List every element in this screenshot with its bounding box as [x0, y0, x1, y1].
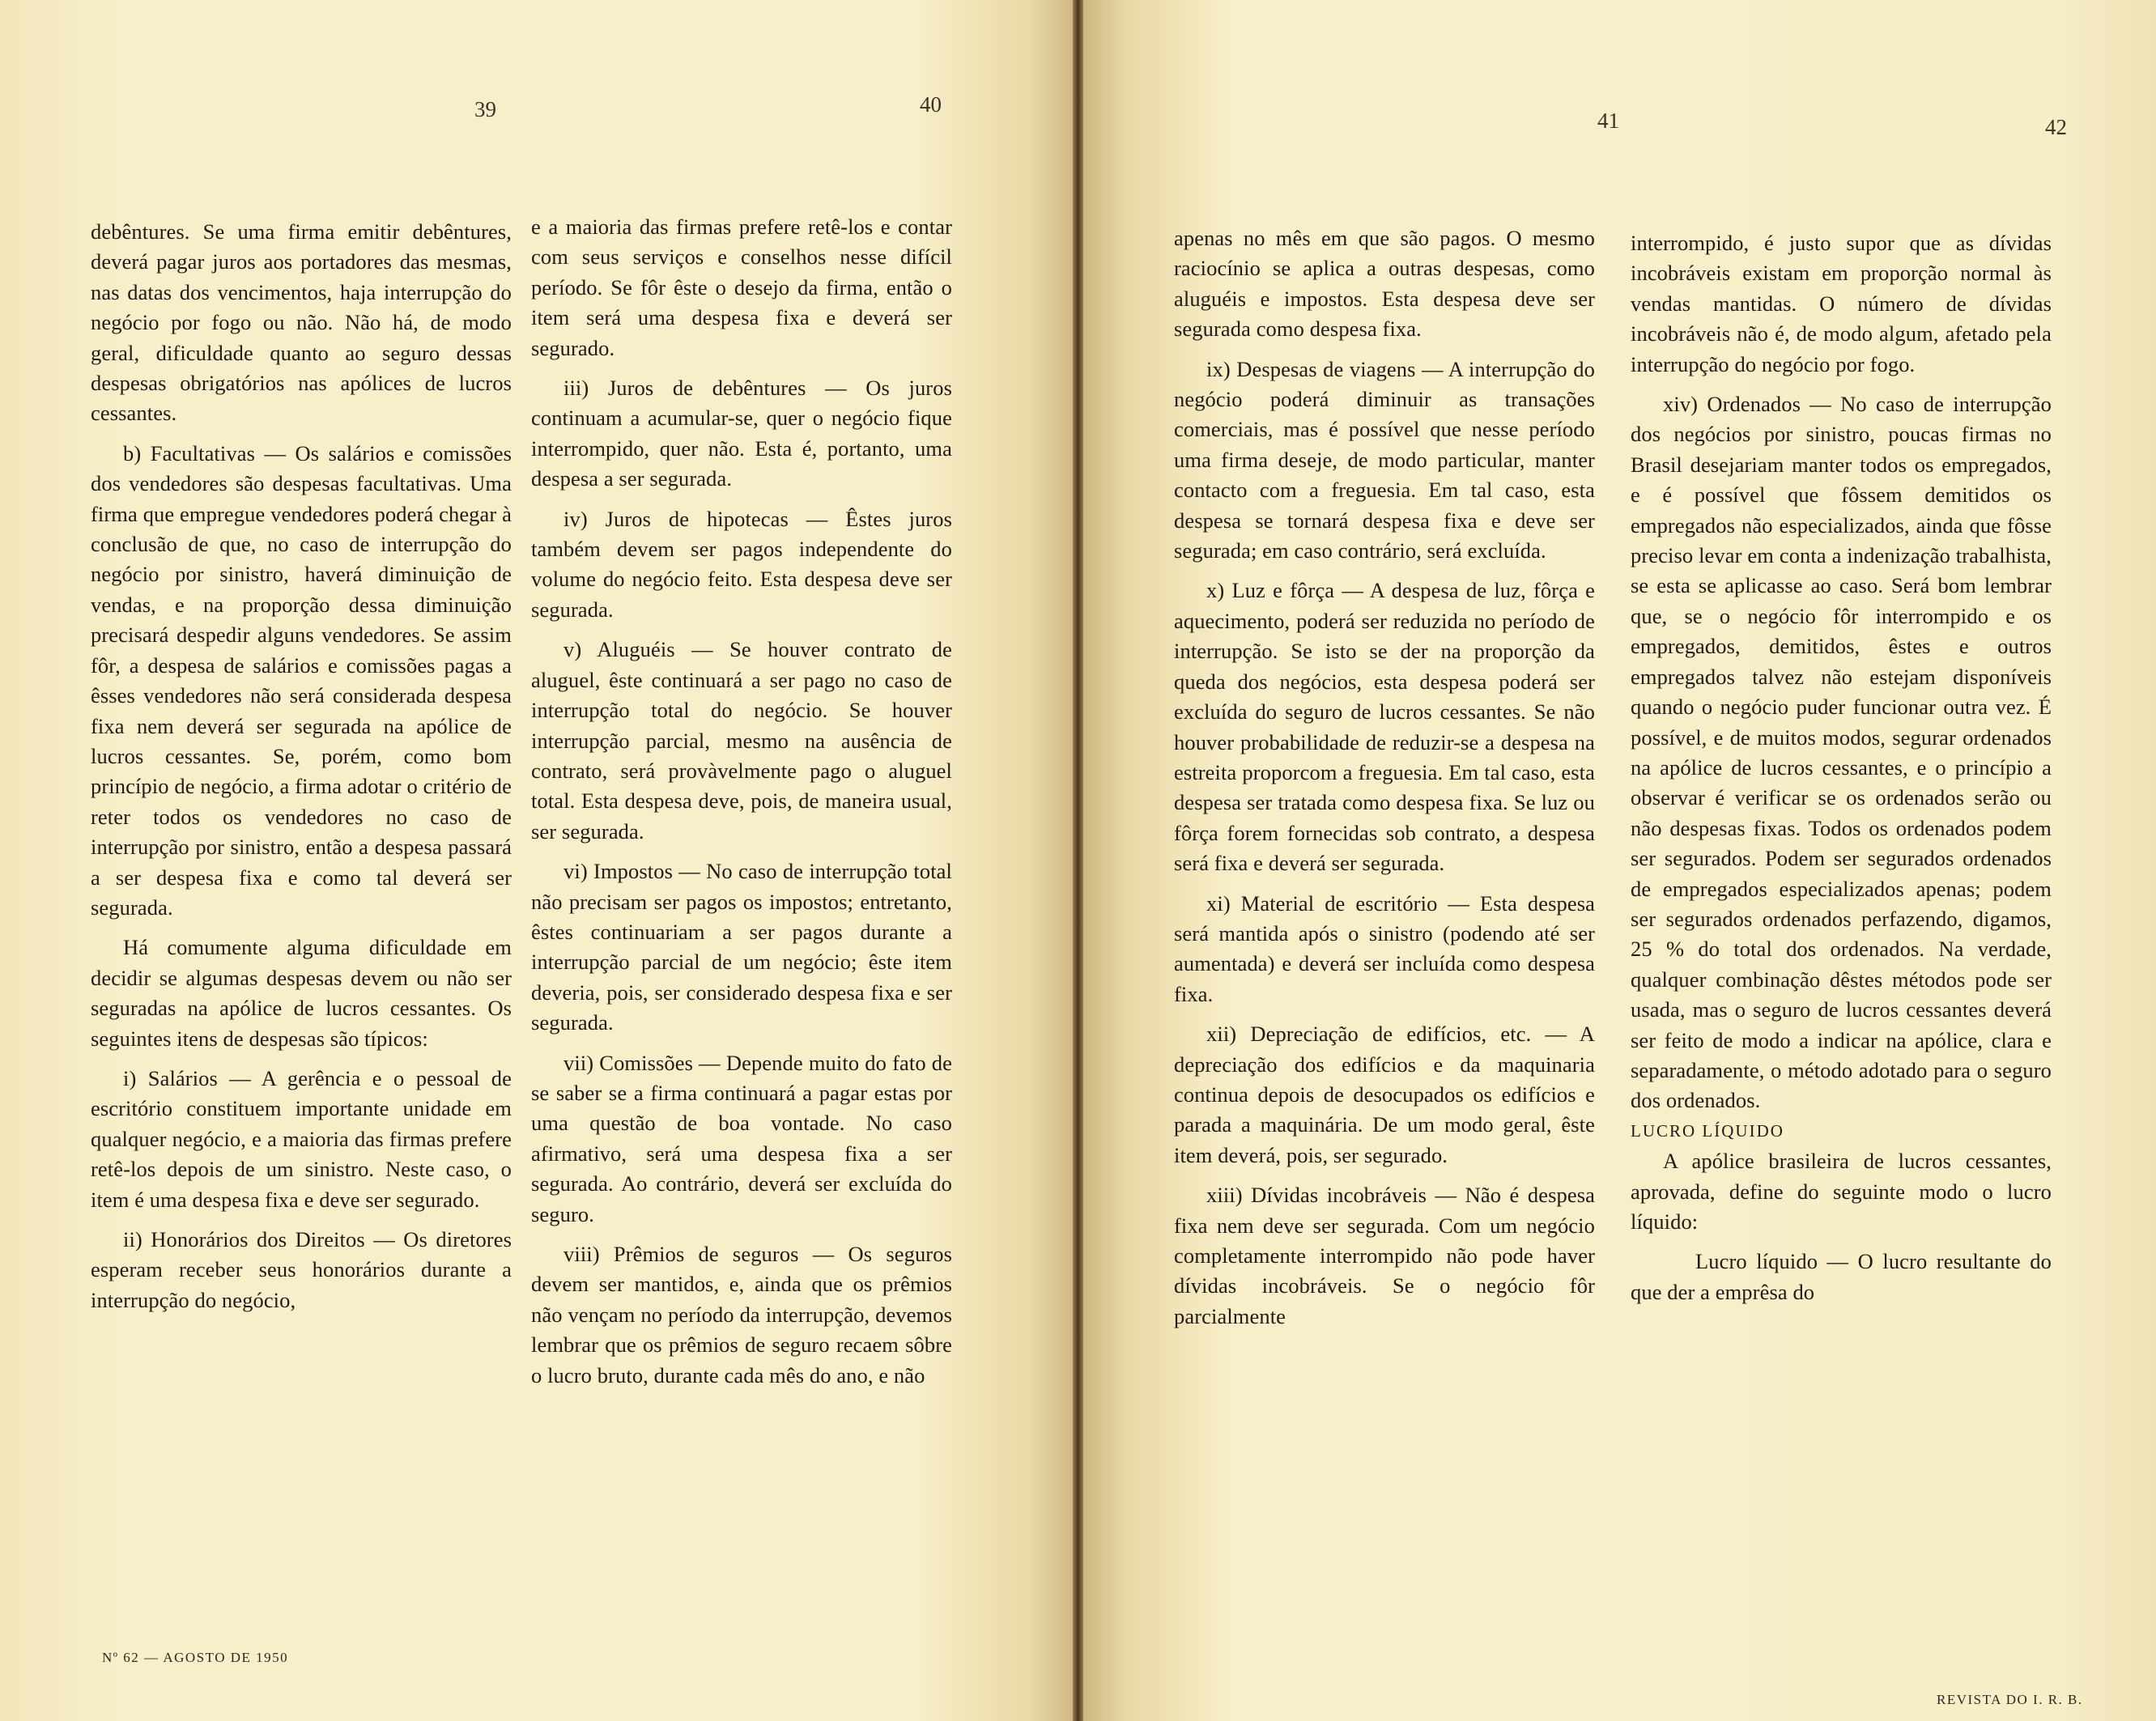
paragraph: e a maioria das firmas prefere retê-los e contar com seus serviços e conselhos nesse difícil período. Se fôr êste o desejo da firma, então o item será uma despesa fixa e deverá ser segurado. — [531, 215, 952, 360]
paragraph: vii) Comissões — Depende muito do fato de se saber se a firma continuará a pagar estas por uma questão de boa vontade. No caso afirmativo, será uma despesa fixa a ser segurada. Ao contrário, deverá ser excluída do seguro. — [531, 1050, 952, 1226]
column-page-39 — [91, 217, 512, 1315]
paragraph: Lucro líquido — O lucro resultante do que der a emprêsa do — [1631, 1249, 2052, 1304]
section-heading: LUCRO LÍQUIDO — [1631, 1120, 1784, 1141]
column-page-41 — [1174, 223, 1595, 1332]
column-page-42 — [1631, 228, 2052, 1307]
paragraph: Há comumente alguma dificuldade em decidir se algumas despesas devem ou não ser seguradas na apólice de lucros cessantes. Os seguintes itens de despesas são típicos: — [91, 935, 512, 1051]
paragraph: xii) Depreciação de edifícios, etc. — A depreciação dos edifícios e da maquinaria continua depois de desocupados os edifícios e parada a maquinária. De um modo geral, êste item deverá, pois, ser segurado. — [1174, 1022, 1595, 1167]
page-number-39: 39 — [474, 97, 496, 121]
right-page — [1083, 0, 2156, 1721]
paragraph: xiii) Dívidas incobráveis — Não é despesa fixa nem deve ser segurada. Com um negócio completamente interrompido não pode haver dívidas incobráveis. Se o negócio fôr parcialmente — [1174, 1183, 1595, 1328]
paragraph: x) Luz e fôrça — A despesa de luz, fôrça e aquecimento, poderá ser reduzida no período de interrupção. Se isto se der na proporção da queda dos negócios, esta despesa poderá ser excluída do seguro de lucros cessantes. Se não houver probabilidade de reduzir-se a despesa na estreita proporcom a freguesia. Em tal caso, esta despesa ser tratada como despesa fixa. Se luz ou fôrça forem fornecidas sob contrato, a despesa será fixa e deverá ser segurada. — [1174, 578, 1595, 876]
paragraph: ii) Honorários dos Direitos — Os diretores esperam receber seus honorários durante a interrupção do negócio, — [91, 1227, 512, 1312]
book-gutter — [1073, 0, 1083, 1721]
paragraph: debêntures. Se uma firma emitir debêntures, deverá pagar juros aos portadores das mesmas, nas datas dos vencimentos, haja interrupção do negócio por fogo ou não. Não há, de modo geral, dificuldade quanto ao seguro dessas despesas obrigatórios nas apólices de lucros cessantes. — [91, 219, 512, 426]
footer-issue: Nº 62 — AGOSTO DE 1950 — [102, 1650, 289, 1665]
footer-journal: REVISTA DO I. R. B. — [1937, 1692, 2083, 1707]
page-number-41: 41 — [1597, 108, 1619, 133]
page-number-40: 40 — [920, 92, 942, 117]
column-page-40 — [531, 212, 952, 1391]
paragraph: A apólice brasileira de lucros cessantes, aprovada, define do seguinte modo o lucro líquido: — [1631, 1149, 2052, 1234]
paragraph: viii) Prêmios de seguros — Os seguros devem ser mantidos, e, ainda que os prêmios não vençam no período da interrupção, devemos lembrar que os prêmios de seguro recaem sôbre o lucro bruto, durante cada mês do ano, e não — [531, 1242, 952, 1387]
paragraph: v) Aluguéis — Se houver contrato de aluguel, êste continuará a ser pago no caso de interrupção total do negócio. Se houver interrupção parcial, mesmo na ausência de contrato, será provàvelmente pago o aluguel total. Esta despesa deve, pois, de maneira usual, ser segurada. — [531, 637, 952, 844]
paragraph: ix) Despesas de viagens — A interrupção do negócio poderá diminuir as transações comerciais, mas é possível que nesse período uma firma deseje, de modo particular, manter contacto com a freguesia. Em tal caso, esta despesa se tornará despesa fixa e deve ser segurada; em caso contrário, será excluída. — [1174, 356, 1595, 563]
paragraph: xiv) Ordenados — No caso de interrupção dos negócios por sinistro, poucas firmas no Brasil desejariam manter todos os empregados, e é possível que fôssem demitidos os empregados não especializados, ainda que fôsse preciso levar em conta a indenização trabalhista, se esta se aplicasse ao caso. Será bom lembrar que, se o negócio fôr interrompido e os empregados, demitidos, êstes e outros empregados talvez não estejam disponíveis quando o negócio puder funcionar outra vez. É possível, e de muitos modos, segurar ordenados na apólice de lucros cessantes, e o princípio a observar é verificar se os ordenados serão ou não despesas fixas. Todos os ordenados podem ser segurados. Podem ser segurados ordenados de empregados especializados apenas; podem ser segurados ordenados perfazendo, digamos, 25 % do total dos ordenados. Na verdade, qualquer combinação dêstes métodos pode ser usada, mas o seguro de lucros cessantes deverá ser feito de modo a indicar na apólice, clara e separadamente, o método adotado para o seguro dos ordenados. — [1631, 392, 2052, 1113]
paragraph: i) Salários — A gerência e o pessoal de escritório constituem importante unidade em qualquer negócio, e a maioria das firmas prefere retê-los depois de um sinistro. Neste caso, o item é uma despesa fixa e deve ser segurado. — [91, 1065, 512, 1212]
paragraph: apenas no mês em que são pagos. O mesmo raciocínio se aplica a outras despesas, como aluguéis e impostos. Esta despesa deve ser segurada como despesa fixa. — [1174, 226, 1595, 342]
paragraph: interrompido, é justo supor que as dívidas incobráveis existam em proporção normal às vendas mantidas. O número de dívidas incobráveis não é, de modo algum, afetado pela interrupção do negócio por fogo. — [1631, 231, 2052, 376]
paragraph: iv) Juros de hipotecas — Êstes juros também devem ser pagos independente do volume do negócio feito. Esta despesa deve ser segurada. — [531, 506, 952, 622]
paragraph: iii) Juros de debêntures — Os juros continuam a acumular-se, quer o negócio fique interrompido, quer não. Esta é, portanto, uma despesa a ser segurada. — [531, 376, 952, 491]
paragraph: vi) Impostos — No caso de interrupção total não precisam ser pagos os impostos; entretanto, êstes continuariam a ser pagos durante a interrupção parcial de um negócio; êste item deveria, pois, ser considerado despesa fixa e ser segurada. — [531, 859, 952, 1035]
paragraph: b) Facultativas — Os salários e comissões dos vendedores são despesas facultativas. Uma firma que empregue vendedores poderá chegar à conclusão de que, no caso de interrupção do negócio por sinistro, haverá diminuição de vendas, e na proporção dessa diminuição precisará despedir alguns vendedores. Se assim fôr, a despesa de salários e comissões pagas a êsses vendedores não será considerada despesa fixa nem deverá ser segurada na apólice de lucros cessantes. Se, porém, como bom princípio de negócio, a firma adotar o critério de reter todos os vendedores no caso de interrupção por sinistro, então a despesa passará a ser despesa fixa e como tal deverá ser segurada. — [91, 440, 512, 920]
left-page — [0, 0, 1073, 1721]
paragraph: xi) Material de escritório — Esta despesa será mantida após o sinistro (podendo até ser aumentada) e deverá ser incluída como despesa fixa. — [1174, 890, 1595, 1006]
page-number-42: 42 — [2045, 115, 2067, 139]
